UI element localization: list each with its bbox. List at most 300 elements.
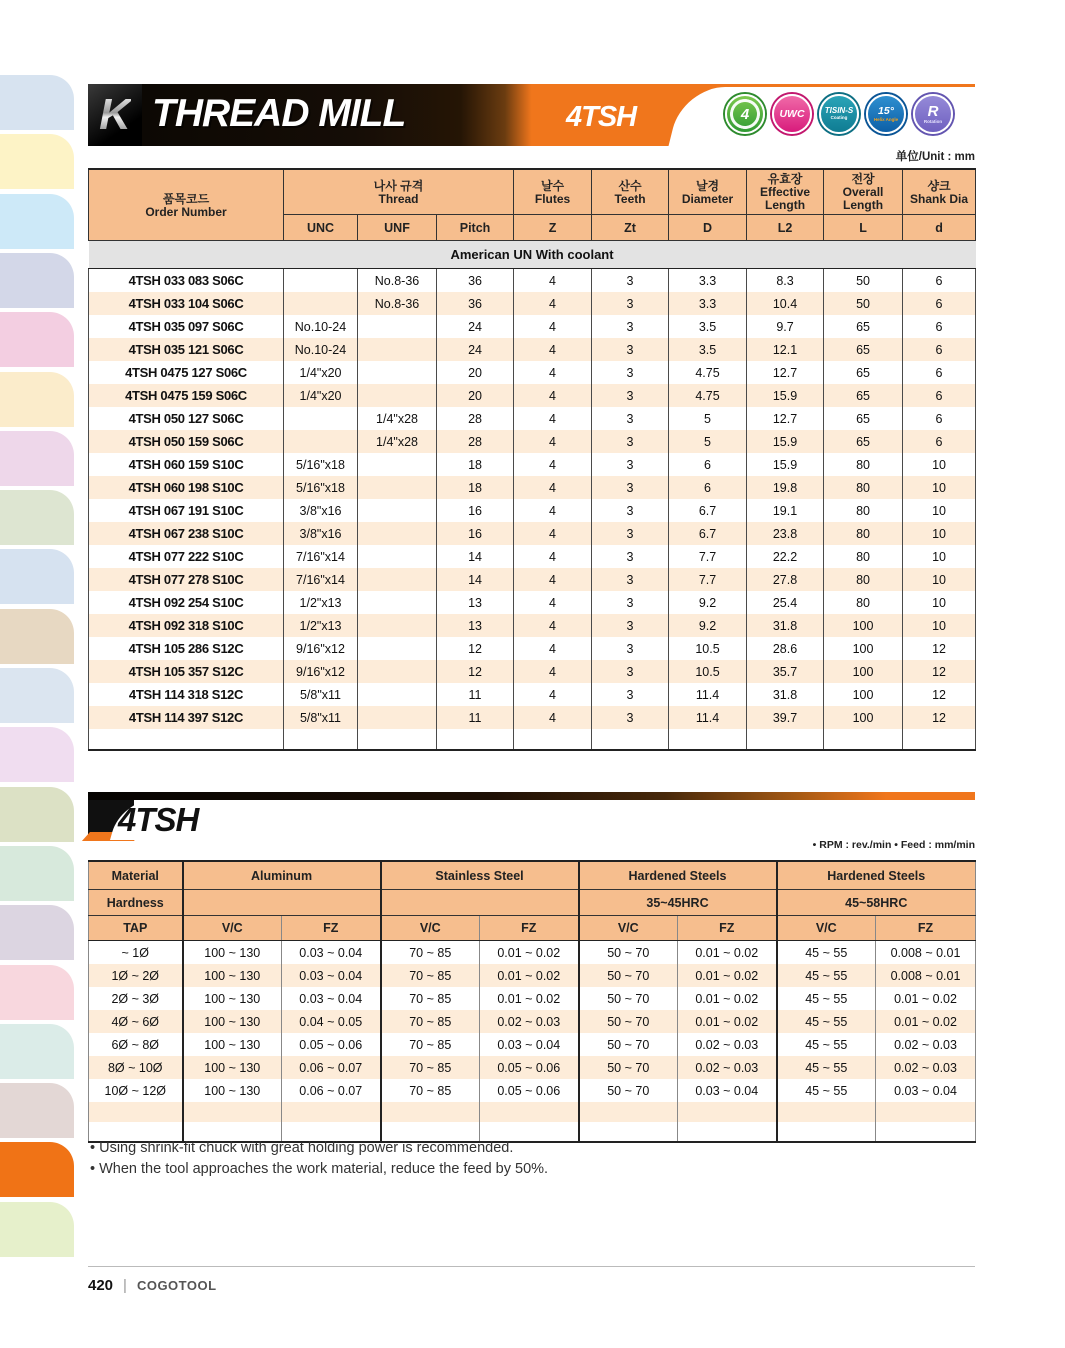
- material-aluminum: Aluminum: [183, 861, 381, 890]
- spec-value-cell: 23.8: [747, 522, 824, 545]
- spec-value-cell: 100: [824, 706, 903, 729]
- spec-row-14: [89, 568, 976, 591]
- material-label: Material: [89, 861, 183, 890]
- spec-value-cell: 10.5: [669, 637, 747, 660]
- brand-logo: [88, 84, 142, 146]
- fz-header-1: FZ: [282, 916, 381, 941]
- tap-range-cell: 6Ø ~ 8Ø: [89, 1033, 183, 1056]
- spec-value-cell: 24: [437, 338, 514, 361]
- col-header-flutes: 날수 Flutes: [514, 169, 592, 215]
- section2-model-code: 4TSH: [118, 801, 199, 838]
- empty-cell: [876, 1102, 976, 1122]
- spec-value-cell: 3: [592, 660, 669, 683]
- spec-row-20: [89, 706, 976, 729]
- spec-row-11: [89, 499, 976, 522]
- spec-value-cell: 80: [824, 545, 903, 568]
- spec-value-cell: [358, 338, 437, 361]
- vc-value-cell: 50 ~ 70: [579, 1079, 678, 1102]
- spec-value-cell: 65: [824, 338, 903, 361]
- vc-value-cell: 45 ~ 55: [777, 1056, 876, 1079]
- spec-value-cell: 31.8: [747, 614, 824, 637]
- spec-value-cell: 1/4"x28: [358, 430, 437, 453]
- order-number-cell: 4TSH 067 191 S10C: [89, 499, 284, 522]
- empty-cell: [592, 729, 669, 750]
- spec-value-cell: 9/16"x12: [284, 660, 358, 683]
- fz-value-cell: 0.01 ~ 0.02: [480, 964, 579, 987]
- footer: [88, 1277, 217, 1294]
- order-number-cell: 4TSH 035 121 S06C: [89, 338, 284, 361]
- spec-value-cell: 4: [514, 315, 592, 338]
- fz-value-cell: 0.01 ~ 0.02: [678, 987, 777, 1010]
- spec-value-cell: No.8-36: [358, 269, 437, 293]
- spec-value-cell: No.8-36: [358, 292, 437, 315]
- spec-value-cell: 9/16"x12: [284, 637, 358, 660]
- empty-cell: [183, 1122, 282, 1142]
- fz-value-cell: 0.01 ~ 0.02: [678, 964, 777, 987]
- sidebar-tab-5: [0, 312, 74, 367]
- vc-header-3: V/C: [579, 916, 678, 941]
- order-number-cell: 4TSH 105 286 S12C: [89, 637, 284, 660]
- order-number-cell: 4TSH 105 357 S12C: [89, 660, 284, 683]
- badge-label: 15°: [878, 105, 894, 117]
- spec-value-cell: 6.7: [669, 499, 747, 522]
- spec-row-5: [89, 361, 976, 384]
- spec-value-cell: 11: [437, 683, 514, 706]
- spec-value-cell: 9.2: [669, 591, 747, 614]
- empty-cell: [747, 729, 824, 750]
- sidebar-tab-6: [0, 372, 74, 427]
- spec-value-cell: 3: [592, 591, 669, 614]
- spec-value-cell: 19.8: [747, 476, 824, 499]
- sidebar-tab-9: [0, 549, 74, 604]
- empty-cell: [284, 729, 358, 750]
- spec-row-18: [89, 660, 976, 683]
- spec-value-cell: 50: [824, 292, 903, 315]
- spec-value-cell: 22.2: [747, 545, 824, 568]
- spec-value-cell: 36: [437, 292, 514, 315]
- col-header-overall-length: 전장 Overall Length: [824, 169, 903, 215]
- fz-value-cell: 0.01 ~ 0.02: [678, 941, 777, 965]
- badge-sublabel: Helix Angle: [873, 116, 899, 122]
- spec-value-cell: 80: [824, 568, 903, 591]
- empty-cell: [282, 1122, 381, 1142]
- cutting-row-3: [89, 987, 976, 1010]
- spec-empty-row: [89, 729, 976, 750]
- vc-value-cell: 45 ~ 55: [777, 1079, 876, 1102]
- spec-value-cell: 18: [437, 476, 514, 499]
- spec-row-17: [89, 637, 976, 660]
- spec-row-7: [89, 407, 976, 430]
- fz-value-cell: 0.03 ~ 0.04: [480, 1033, 579, 1056]
- section2-gradient-bar: [88, 792, 975, 800]
- sidebar-tab-3: [0, 194, 74, 249]
- order-number-cell: 4TSH 035 097 S06C: [89, 315, 284, 338]
- spec-value-cell: 12: [903, 706, 976, 729]
- spec-value-cell: 65: [824, 361, 903, 384]
- footer-separator: |: [123, 1277, 127, 1294]
- section2-white-swoosh: [110, 800, 986, 840]
- spec-value-cell: 3: [592, 315, 669, 338]
- order-number-cell: 4TSH 114 318 S12C: [89, 683, 284, 706]
- spec-value-cell: 4: [514, 430, 592, 453]
- spec-value-cell: 16: [437, 499, 514, 522]
- section-band-label: American UN With coolant: [89, 241, 976, 269]
- badge-label: TISIN-S: [824, 106, 854, 116]
- cutting-empty-row: [89, 1102, 976, 1122]
- spec-value-cell: 10: [903, 614, 976, 637]
- page-number: 420: [88, 1277, 114, 1294]
- vc-value-cell: 45 ~ 55: [777, 964, 876, 987]
- vc-value-cell: 50 ~ 70: [579, 987, 678, 1010]
- badge-label: UWC: [779, 107, 805, 120]
- tap-range-cell: 2Ø ~ 3Ø: [89, 987, 183, 1010]
- spec-value-cell: 3: [592, 361, 669, 384]
- spec-value-cell: 39.7: [747, 706, 824, 729]
- footer-divider: [88, 1266, 975, 1267]
- order-number-cell: 4TSH 0475 127 S06C: [89, 361, 284, 384]
- spec-value-cell: 4: [514, 568, 592, 591]
- hardness-45-58hrc: 45~58HRC: [777, 890, 976, 916]
- vc-value-cell: 100 ~ 130: [183, 1033, 282, 1056]
- spec-value-cell: [358, 476, 437, 499]
- empty-cell: [876, 1122, 976, 1142]
- spec-value-cell: 6.7: [669, 522, 747, 545]
- spec-table-body: [89, 269, 976, 751]
- sidebar-tab-11: [0, 668, 74, 723]
- spec-value-cell: 4: [514, 453, 592, 476]
- spec-row-10: [89, 476, 976, 499]
- rpm-feed-note: • RPM : rev./min • Feed : mm/min: [812, 839, 975, 851]
- col-header-teeth: 산수 Teeth: [592, 169, 669, 215]
- spec-value-cell: 5/16"x18: [284, 476, 358, 499]
- empty-cell: [89, 1102, 183, 1122]
- spec-value-cell: 4: [514, 476, 592, 499]
- order-number-cell: 4TSH 033 104 S06C: [89, 292, 284, 315]
- spec-value-cell: 3/8"x16: [284, 499, 358, 522]
- spec-value-cell: 10: [903, 591, 976, 614]
- spec-value-cell: [358, 499, 437, 522]
- empty-cell: [777, 1102, 876, 1122]
- spec-value-cell: [284, 269, 358, 293]
- empty-cell: [514, 729, 592, 750]
- fz-value-cell: 0.008 ~ 0.01: [876, 941, 976, 965]
- sub-header-unc: UNC: [284, 215, 358, 241]
- col-header-effective-length: 유효장 Effective Length: [747, 169, 824, 215]
- spec-value-cell: 15.9: [747, 453, 824, 476]
- fz-value-cell: 0.03 ~ 0.04: [876, 1079, 976, 1102]
- spec-value-cell: 3: [592, 683, 669, 706]
- spec-value-cell: 1/4"x28: [358, 407, 437, 430]
- cutting-row-4: [89, 1010, 976, 1033]
- vc-value-cell: 70 ~ 85: [381, 1010, 480, 1033]
- empty-cell: [480, 1102, 579, 1122]
- spec-value-cell: 4.75: [669, 361, 747, 384]
- spec-row-15: [89, 591, 976, 614]
- cutting-row-2: [89, 964, 976, 987]
- spec-value-cell: 5/16"x18: [284, 453, 358, 476]
- spec-value-cell: 65: [824, 384, 903, 407]
- spec-value-cell: [358, 384, 437, 407]
- spec-value-cell: 4: [514, 614, 592, 637]
- spec-value-cell: 4: [514, 706, 592, 729]
- empty-cell: [381, 1102, 480, 1122]
- sidebar-tab-20: [0, 1202, 74, 1257]
- spec-value-cell: 7.7: [669, 545, 747, 568]
- fz-value-cell: 0.03 ~ 0.04: [678, 1079, 777, 1102]
- spec-value-cell: 4: [514, 545, 592, 568]
- spec-value-cell: 7/16"x14: [284, 568, 358, 591]
- fz-value-cell: 0.05 ~ 0.06: [480, 1056, 579, 1079]
- empty-cell: [89, 729, 284, 750]
- cutting-row-5: [89, 1033, 976, 1056]
- spec-value-cell: [358, 453, 437, 476]
- tap-range-cell: 10Ø ~ 12Ø: [89, 1079, 183, 1102]
- spec-value-cell: 15.9: [747, 384, 824, 407]
- sub-header-z: Z: [514, 215, 592, 241]
- spec-value-cell: 12: [903, 683, 976, 706]
- fz-value-cell: 0.05 ~ 0.06: [282, 1033, 381, 1056]
- vc-value-cell: 100 ~ 130: [183, 1010, 282, 1033]
- hardness-label: Hardness: [89, 890, 183, 916]
- spec-value-cell: 19.1: [747, 499, 824, 522]
- spec-value-cell: [358, 591, 437, 614]
- spec-row-4: [89, 338, 976, 361]
- fz-value-cell: 0.01 ~ 0.02: [876, 1010, 976, 1033]
- section-band: [89, 241, 976, 269]
- spec-value-cell: 3: [592, 614, 669, 637]
- order-number-cell: 4TSH 092 254 S10C: [89, 591, 284, 614]
- spec-value-cell: 100: [824, 637, 903, 660]
- spec-value-cell: 10: [903, 476, 976, 499]
- cutting-row-6: [89, 1056, 976, 1079]
- spec-value-cell: 6: [903, 407, 976, 430]
- vc-value-cell: 45 ~ 55: [777, 1010, 876, 1033]
- spec-value-cell: 3: [592, 568, 669, 591]
- hardness-35-45hrc: 35~45HRC: [579, 890, 777, 916]
- sidebar-tab-4: [0, 253, 74, 308]
- spec-value-cell: 100: [824, 660, 903, 683]
- spec-value-cell: 4: [514, 338, 592, 361]
- empty-cell: [777, 1122, 876, 1142]
- badge-sublabel: Coating: [830, 115, 848, 121]
- material-hardened-steels-1: Hardened Steels: [579, 861, 777, 890]
- spec-value-cell: 8.3: [747, 269, 824, 293]
- spec-value-cell: 6: [903, 338, 976, 361]
- vc-value-cell: 70 ~ 85: [381, 987, 480, 1010]
- fz-value-cell: 0.03 ~ 0.04: [282, 941, 381, 965]
- fz-value-cell: 0.06 ~ 0.07: [282, 1056, 381, 1079]
- spec-value-cell: 1/4"x20: [284, 361, 358, 384]
- spec-value-cell: 13: [437, 591, 514, 614]
- rotation-r-icon: [913, 94, 953, 134]
- flutes-4-icon: [725, 94, 765, 134]
- vc-value-cell: 45 ~ 55: [777, 941, 876, 965]
- vc-header-4: V/C: [777, 916, 876, 941]
- fz-value-cell: 0.06 ~ 0.07: [282, 1079, 381, 1102]
- spec-value-cell: 35.7: [747, 660, 824, 683]
- spec-value-cell: 20: [437, 384, 514, 407]
- order-number-cell: 4TSH 050 159 S06C: [89, 430, 284, 453]
- sidebar-tab-17: [0, 1024, 74, 1079]
- helix-angle-15-icon: [866, 94, 906, 134]
- sub-header-small-d: d: [903, 215, 976, 241]
- spec-value-cell: [284, 430, 358, 453]
- spec-value-cell: [358, 568, 437, 591]
- sub-header-d: D: [669, 215, 747, 241]
- spec-value-cell: 36: [437, 269, 514, 293]
- fz-value-cell: 0.01 ~ 0.02: [480, 987, 579, 1010]
- spec-value-cell: 3: [592, 407, 669, 430]
- sidebar-tab-14: [0, 846, 74, 901]
- spec-value-cell: 5: [669, 430, 747, 453]
- fz-value-cell: 0.02 ~ 0.03: [678, 1033, 777, 1056]
- spec-value-cell: 3.3: [669, 269, 747, 293]
- vc-value-cell: 70 ~ 85: [381, 1079, 480, 1102]
- spec-value-cell: 6: [903, 315, 976, 338]
- sub-header-pitch: Pitch: [437, 215, 514, 241]
- header-banner: [88, 84, 975, 146]
- spec-row-12: [89, 522, 976, 545]
- order-number-cell: 4TSH 060 159 S10C: [89, 453, 284, 476]
- spec-row-13: [89, 545, 976, 568]
- vc-value-cell: 100 ~ 130: [183, 987, 282, 1010]
- badge-row: [725, 94, 953, 134]
- spec-value-cell: 4: [514, 407, 592, 430]
- spec-value-cell: 5/8"x11: [284, 683, 358, 706]
- spec-value-cell: 4.75: [669, 384, 747, 407]
- vc-value-cell: 100 ~ 130: [183, 1056, 282, 1079]
- sidebar-tab-16: [0, 965, 74, 1020]
- spec-value-cell: 11.4: [669, 683, 747, 706]
- empty-cell: [480, 1122, 579, 1142]
- spec-value-cell: 4: [514, 591, 592, 614]
- fz-value-cell: 0.03 ~ 0.04: [282, 987, 381, 1010]
- sidebar-tab-10: [0, 609, 74, 664]
- spec-value-cell: 7.7: [669, 568, 747, 591]
- material-hardened-steels-2: Hardened Steels: [777, 861, 976, 890]
- spec-value-cell: [358, 361, 437, 384]
- material-header-row: [89, 861, 976, 890]
- spec-value-cell: 24: [437, 315, 514, 338]
- spec-value-cell: 3: [592, 522, 669, 545]
- spec-value-cell: 4: [514, 683, 592, 706]
- spec-value-cell: 15.9: [747, 430, 824, 453]
- spec-row-6: [89, 384, 976, 407]
- spec-value-cell: 12.7: [747, 407, 824, 430]
- spec-row-19: [89, 683, 976, 706]
- spec-value-cell: 12: [437, 660, 514, 683]
- vc-value-cell: 70 ~ 85: [381, 1056, 480, 1079]
- spec-value-cell: 50: [824, 269, 903, 293]
- spec-value-cell: 9.2: [669, 614, 747, 637]
- spec-value-cell: 27.8: [747, 568, 824, 591]
- spec-value-cell: 20: [437, 361, 514, 384]
- spec-value-cell: 10: [903, 545, 976, 568]
- brand-logo-letter: K: [99, 90, 131, 139]
- spec-value-cell: 1/2"x13: [284, 614, 358, 637]
- fz-value-cell: 0.05 ~ 0.06: [480, 1079, 579, 1102]
- fz-value-cell: 0.04 ~ 0.05: [282, 1010, 381, 1033]
- unit-label: 单位/Unit : mm: [895, 151, 975, 163]
- spec-value-cell: 28.6: [747, 637, 824, 660]
- spec-value-cell: [358, 614, 437, 637]
- tap-label: TAP: [89, 916, 183, 941]
- empty-cell: [282, 1102, 381, 1122]
- fz-value-cell: 0.01 ~ 0.02: [480, 941, 579, 965]
- spec-value-cell: 3: [592, 476, 669, 499]
- spec-value-cell: 4: [514, 522, 592, 545]
- empty-cell: [903, 729, 976, 750]
- spec-value-cell: [358, 660, 437, 683]
- footnote-2: • When the tool approaches the work material, reduce the feed by 50%.: [90, 1161, 790, 1177]
- cutting-table-body: [89, 941, 976, 1143]
- badge-label: R: [927, 102, 939, 120]
- vc-value-cell: 50 ~ 70: [579, 1056, 678, 1079]
- spec-value-cell: 10.4: [747, 292, 824, 315]
- empty-cell: [381, 1122, 480, 1142]
- spec-row-8: [89, 430, 976, 453]
- spec-value-cell: 3: [592, 384, 669, 407]
- empty-cell: [358, 729, 437, 750]
- spec-value-cell: 6: [903, 361, 976, 384]
- vc-value-cell: 100 ~ 130: [183, 964, 282, 987]
- vc-header-2: V/C: [381, 916, 480, 941]
- fz-value-cell: 0.01 ~ 0.02: [876, 987, 976, 1010]
- spec-row-1: [89, 269, 976, 293]
- tap-range-cell: 4Ø ~ 6Ø: [89, 1010, 183, 1033]
- tap-range-cell: 1Ø ~ 2Ø: [89, 964, 183, 987]
- sidebar-tab-19: [0, 1142, 74, 1197]
- spec-value-cell: 28: [437, 407, 514, 430]
- vc-value-cell: 100 ~ 130: [183, 941, 282, 965]
- hardness-stainless: [381, 890, 579, 916]
- spec-value-cell: 12: [437, 637, 514, 660]
- empty-cell: [678, 1102, 777, 1122]
- spec-value-cell: 13: [437, 614, 514, 637]
- spec-value-cell: 3.3: [669, 292, 747, 315]
- empty-cell: [579, 1122, 678, 1142]
- spec-value-cell: [358, 545, 437, 568]
- vc-value-cell: 45 ~ 55: [777, 987, 876, 1010]
- spec-value-cell: 4: [514, 361, 592, 384]
- spec-value-cell: 80: [824, 499, 903, 522]
- badge-sublabel: Rotation: [923, 118, 943, 124]
- spec-value-cell: No.10-24: [284, 315, 358, 338]
- spec-value-cell: [358, 683, 437, 706]
- spec-value-cell: 28: [437, 430, 514, 453]
- fz-value-cell: 0.02 ~ 0.03: [876, 1056, 976, 1079]
- spec-value-cell: No.10-24: [284, 338, 358, 361]
- spec-value-cell: 1/4"x20: [284, 384, 358, 407]
- sidebar-tab-15: [0, 905, 74, 960]
- spec-value-cell: 6: [669, 453, 747, 476]
- spec-value-cell: 1/2"x13: [284, 591, 358, 614]
- spec-value-cell: 5/8"x11: [284, 706, 358, 729]
- spec-value-cell: 6: [903, 292, 976, 315]
- spec-value-cell: 18: [437, 453, 514, 476]
- tisin-s-coating-icon: [819, 94, 859, 134]
- spec-value-cell: 11.4: [669, 706, 747, 729]
- order-number-cell: 4TSH 067 238 S10C: [89, 522, 284, 545]
- spec-value-cell: 12: [903, 660, 976, 683]
- spec-value-cell: 3: [592, 545, 669, 568]
- spec-value-cell: 10: [903, 522, 976, 545]
- cutting-empty-row: [89, 1122, 976, 1142]
- sidebar-tab-12: [0, 727, 74, 782]
- spec-value-cell: 3.5: [669, 315, 747, 338]
- badge-label: 4: [740, 105, 750, 123]
- vc-value-cell: 70 ~ 85: [381, 964, 480, 987]
